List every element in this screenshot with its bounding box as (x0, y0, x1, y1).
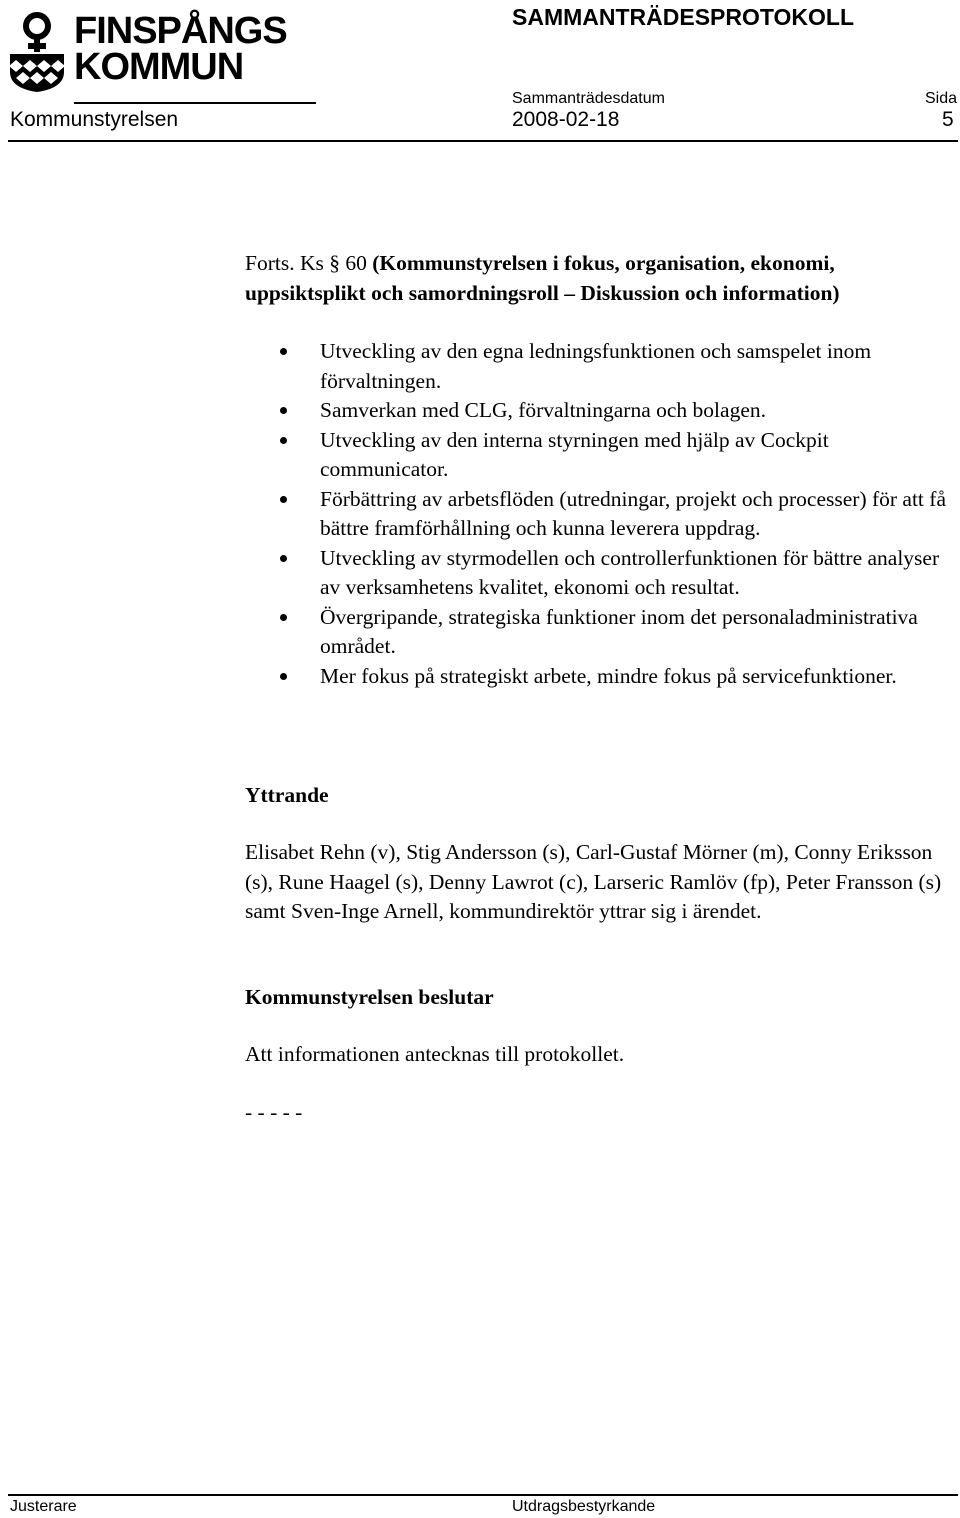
heading-yttrande: Yttrande (245, 783, 329, 807)
footer-divider (8, 1494, 958, 1496)
section-reference: Forts. Ks § 60 (245, 251, 373, 275)
section-end-dashes: - - - - - (245, 1100, 303, 1124)
logo-text-line-1: FINSPÅNGS (74, 10, 287, 52)
list-item: Övergripande, strategiska funktioner inom det personaladministrativa området. (320, 603, 960, 662)
logo-text-line-2: KOMMUN (74, 46, 244, 88)
logo-underline (74, 102, 316, 104)
footer-utdrag-label: Utdragsbestyrkande (512, 1498, 656, 1515)
heading-decision: Kommunstyrelsen beslutar (245, 985, 494, 1009)
list-item: Samverkan med CLG, förvaltningarna och bolagen. (320, 396, 960, 426)
meeting-date-label: Sammanträdesdatum (512, 90, 665, 107)
speakers-paragraph: Elisabet Rehn (v), Stig Andersson (s), Carl-Gustaf Mörner (m), Conny Eriksson (s), Rune Haagel (s), Denny Lawrot (c), Larseric Ramlöv (fp), Peter Fransson (s) samt Sven-Inge Arnell, kommundirektör yttrar sig i ärendet. (245, 840, 942, 923)
list-item: Utveckling av styrmodellen och controllerfunktionen för bättre analyser av verksamhetens kvalitet, ekonomi och resultat. (320, 544, 960, 603)
document-title: SAMMANTRÄDESPROTOKOLL (512, 4, 855, 30)
department-name: Kommunstyrelsen (10, 108, 179, 131)
footer-justerare-label: Justerare (10, 1498, 77, 1515)
municipality-logo (8, 6, 308, 102)
header-divider (8, 140, 958, 142)
meeting-date-value: 2008-02-18 (512, 108, 620, 131)
list-item: Utveckling av den egna ledningsfunktionen och samspelet inom förvaltningen. (320, 337, 960, 396)
list-item: Mer fokus på strategiskt arbete, mindre fokus på servicefunktioner. (320, 662, 960, 692)
page-number-label: Sida (925, 90, 958, 107)
list-item: Förbättring av arbetsflöden (utredningar, projekt och processer) för att få bättre framförhållning och kunna leverera uppdrag. (320, 485, 960, 544)
decision-text: Att informationen antecknas till protokollet. (245, 1042, 625, 1066)
bullet-list (320, 337, 960, 691)
section-title: (Kommunstyrelsen i fokus, organisation, ekonomi, uppsiktsplikt och samordningsroll – Diskussion och information) (245, 251, 840, 305)
section-intro (245, 249, 957, 308)
list-item: Utveckling av den interna styrningen med hjälp av Cockpit communicator. (320, 426, 960, 485)
coat-of-arms-icon (8, 6, 66, 92)
page-number-value: 5 (942, 108, 954, 131)
